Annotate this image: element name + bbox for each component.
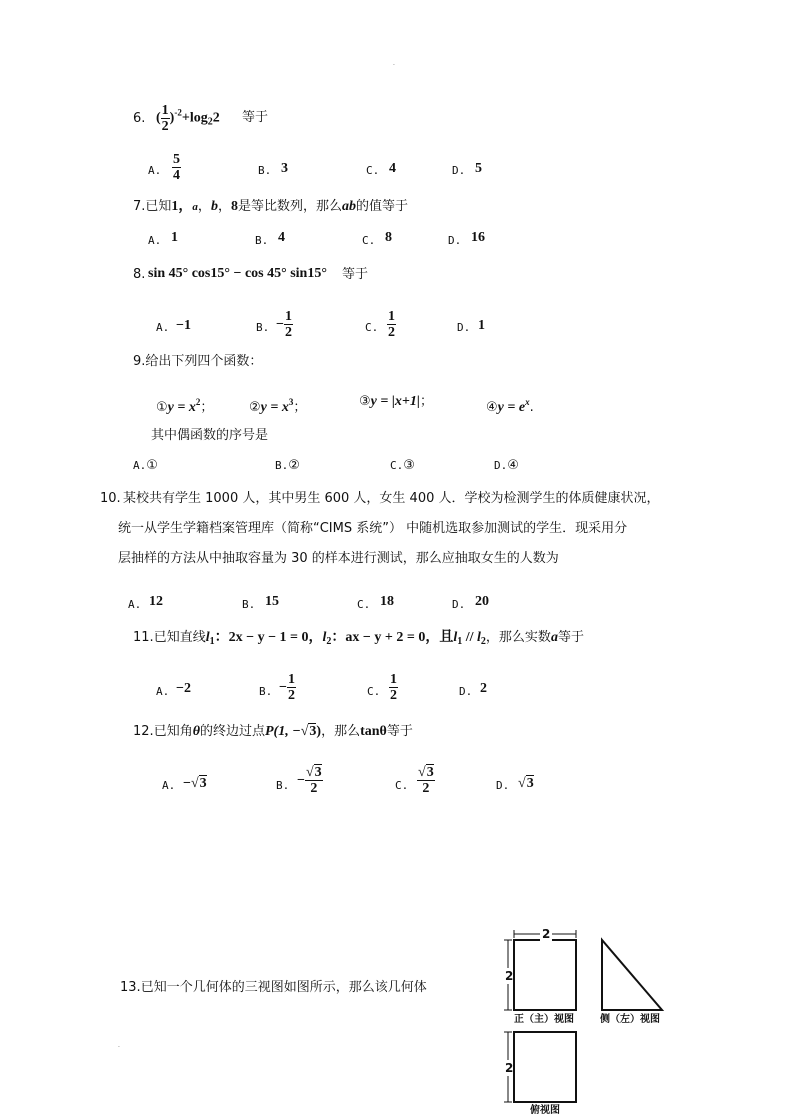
option-d-label: D. — [457, 321, 471, 334]
option-d-label: D. — [459, 685, 473, 698]
option-b-value: 15 — [265, 594, 279, 609]
option-a-value: 1 — [171, 230, 178, 245]
question-number: 8. — [133, 267, 146, 282]
side-view-triangle — [602, 940, 662, 1010]
fraction: $\frac{1}{2}$ — [161, 103, 169, 134]
option-d-label: D. — [496, 779, 510, 792]
option-a-value: −2 — [176, 681, 191, 696]
option-b-label: B. — [276, 779, 290, 792]
option-d-value: 1 — [478, 318, 485, 333]
plan-view-label: 俯视图 — [530, 1105, 560, 1116]
question-line: 12.已知角θ的终边过点P(1, −√3)，那么tanθ等于 — [133, 724, 413, 739]
option-c-label: C. — [367, 685, 381, 698]
option-d-value: 16 — [471, 230, 485, 245]
option-d-value: 5 — [475, 161, 482, 176]
option-a-label: A. — [148, 234, 162, 247]
plan-view-square — [514, 1032, 576, 1102]
question-line: 7.已知1，a，b，8是等比数列，那么ab的值等于 — [133, 199, 408, 214]
side-view-label: 侧（左）视图 — [600, 1014, 660, 1025]
top-dimension-label: 2 — [542, 927, 551, 941]
option-d-label: D. — [448, 234, 462, 247]
option-a-value: $\frac{5}{4}$ — [173, 152, 180, 183]
option-c-label: C. — [357, 598, 371, 611]
option-a-value: 12 — [149, 594, 163, 609]
option-d-label: D. — [452, 164, 466, 177]
option-b: B.② — [275, 458, 300, 473]
option-b-value: 3 — [281, 161, 288, 176]
option-b-label: B. — [242, 598, 256, 611]
option-c-value: $\frac{√3}{2}$ — [418, 765, 434, 796]
question-line: 9.给出下列四个函数： — [133, 354, 263, 369]
question-number: 6. — [133, 111, 146, 126]
function-1: ①y = $x^2$； — [156, 397, 214, 415]
top-dot-mark: . — [393, 60, 395, 67]
option-b-value: 4 — [278, 230, 285, 245]
question-line: 13.已知一个几何体的三视图如图所示，那么该几何体 — [120, 980, 427, 995]
option-d-value: 20 — [475, 594, 489, 609]
plan-side-dimension-label: 2 — [505, 1061, 514, 1075]
front-side-dimension-label: 2 — [505, 969, 514, 983]
option-d-value: 2 — [480, 681, 487, 696]
option-b-value: − $\frac{1}{2}$ — [276, 309, 292, 340]
question-tail: 等于 — [342, 267, 369, 282]
option-c-value: 8 — [385, 230, 392, 245]
question-line-3: 层抽样的方法从中抽取容量为 30 的样本进行测试，那么应抽取女生的人数为 — [118, 551, 559, 566]
option-b-label: B. — [259, 685, 273, 698]
option-d-label: D. — [452, 598, 466, 611]
option-b-label: B. — [256, 321, 270, 334]
question-expression: sin 45° cos15° − cos 45° sin15° — [148, 266, 327, 281]
question-line-1: 某校共有学生 1000 人，其中男生 600 人，女生 400 人．学校为检测学生的体质健康状况， — [123, 491, 660, 506]
option-c-value: $\frac{1}{2}$ — [388, 309, 395, 340]
question-number: 10. — [100, 491, 121, 506]
option-a-value: −√3 — [183, 776, 207, 791]
option-c-value: 18 — [380, 594, 394, 609]
option-c-label: C. — [362, 234, 376, 247]
question-line: 11.已知直线$l_1$：2x − y − 1 = 0，$l_2$：ax − y + 2 = 0，且$l_1 // l_2$，那么实数a等于 — [133, 630, 584, 647]
option-c-label: C. — [365, 321, 379, 334]
option-b-label: B. — [258, 164, 272, 177]
option-a-label: A. — [156, 321, 170, 334]
option-a: A.① — [133, 458, 158, 473]
function-2: ②y = $x^3$； — [249, 397, 307, 415]
option-a-label: A. — [162, 779, 176, 792]
question-prompt: 其中偶函数的序号是 — [151, 428, 269, 443]
option-b-value: − $\frac{√3}{2}$ — [297, 765, 322, 796]
option-c: C.③ — [390, 458, 415, 473]
question-expression: ( $\frac{1}{2}$ )$^{-2}+\log_22$ — [156, 103, 220, 134]
option-c-label: C. — [366, 164, 380, 177]
front-view-square — [514, 940, 576, 1010]
three-view-figure — [502, 926, 672, 1116]
question-tail: 等于 — [242, 110, 269, 125]
option-a-label: A. — [128, 598, 142, 611]
option-b-value: − $\frac{1}{2}$ — [279, 672, 295, 703]
question-line-2: 统一从学生学籍档案管理库（简称“CIMS 系统”） 中随机选取参加测试的学生．现采用分 — [118, 521, 628, 536]
option-d-value: √3 — [518, 776, 534, 791]
option-c-value: 4 — [389, 161, 396, 176]
left-dot-mark: . — [118, 1042, 120, 1049]
front-view-label: 正（主）视图 — [514, 1014, 574, 1025]
option-a-value: −1 — [176, 318, 191, 333]
option-d: D.④ — [494, 458, 519, 473]
option-a-label: A. — [156, 685, 170, 698]
option-c-value: $\frac{1}{2}$ — [390, 672, 397, 703]
option-a-label: A. — [148, 164, 162, 177]
function-3: ③y = |x+1|； — [359, 394, 434, 409]
function-4: ④y = $e^x$. — [486, 397, 534, 415]
option-b-label: B. — [255, 234, 269, 247]
option-c-label: C. — [395, 779, 409, 792]
